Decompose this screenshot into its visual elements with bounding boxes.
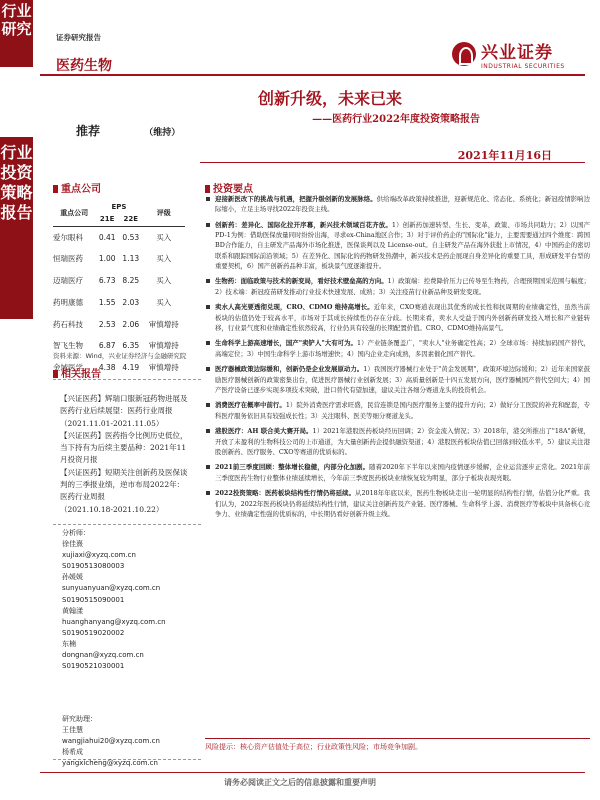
company-row bbox=[53, 248, 185, 270]
highlight-lead: 2021前三季度回顾：整体增长稳健，内部分化加剧。 bbox=[215, 463, 370, 472]
rating bbox=[76, 122, 220, 139]
company-cell-e22: 8.25 bbox=[122, 275, 140, 285]
highlight-point bbox=[205, 302, 590, 333]
header-divider bbox=[40, 74, 585, 76]
company-cell-e22: 1.13 bbox=[122, 254, 140, 264]
related-item: （2021.10.18-2021.10.22） bbox=[60, 504, 164, 514]
col-eps22: 22E bbox=[119, 213, 143, 226]
highlight-lead: 卖水人高光要透彻兑现，CRO、CDMO 维持高增长。 bbox=[215, 303, 374, 312]
highlight-point bbox=[205, 400, 590, 420]
company-cell-name: 药石科技 bbox=[53, 319, 83, 329]
company-cell-rating: 买入 bbox=[156, 275, 172, 285]
company-cell-name: 金域医学 bbox=[53, 363, 83, 373]
company-cell-e21: 1.00 bbox=[98, 254, 116, 264]
company-cell-rating: 审慎增持 bbox=[148, 341, 179, 351]
analyst-cert: S0190515090001 bbox=[62, 595, 125, 604]
analyst-email[interactable]: huanghanyang@xyzq.com.cn bbox=[62, 617, 166, 626]
highlight-lead: 创新药：差异化、国际化拉开序幕，新兴技术领域百花齐放。 bbox=[215, 220, 392, 229]
company-cell-rating: 审慎增持 bbox=[148, 363, 179, 373]
company-row bbox=[53, 270, 185, 292]
logo-en: INDUSTRIAL SECURITIES bbox=[481, 63, 565, 70]
highlight-body: 1）我国医疗器械行业处于"黄金发展期"，政策环境边际缓和；2）近年来国家鼓励医疗器械创新的政策密集出台，促进医疗器械行业创新发展；3）高质量创新是十四五发展方向，医疗器械国产替代空间大；4）国产医疗设备已逐步实现多项技术突破，进口替代有望加速，建议关注各细分赛道龙头的投资机会。 bbox=[215, 365, 590, 394]
highlight-lead: 港股医疗：AH 联合美大赛开局。 bbox=[215, 427, 313, 436]
highlight-body: 随着2020年下半年以来国内疫情逐步缓解，企业运营逐步正常化。2021年前三季度医药生物行业整体业绩延续增长，今年前三季度医药板块业绩恢复较为明显，部分子板块表现亮眼。 bbox=[215, 463, 590, 482]
section-companies: 重点公司 bbox=[53, 180, 101, 195]
related-item[interactable]: 【兴证医药】短期关注创新药及医保谈判的三季报业绩，逆市布局2022年：医药行业周报 bbox=[60, 467, 188, 502]
highlight-lead: 消费医疗在概率中前行。 bbox=[215, 401, 286, 410]
company-cell-e22: 2.03 bbox=[122, 297, 140, 307]
company-cell-name: 智飞生物 bbox=[53, 341, 83, 351]
logo-cn: 兴业证券 bbox=[481, 43, 553, 63]
highlight-body: 1）政策端：控费降价压力已传导至生物药，合理预期国采范围与幅度；2）技术端：新冠疫苗研发推动行业技术快速发展、成熟；3）关注疫苗行业新品种及研发变现。 bbox=[215, 277, 590, 296]
company-cell-name: 爱尔眼科 bbox=[53, 232, 83, 242]
company-cell-e21: 6.87 bbox=[98, 341, 116, 351]
researcher-role: 研究助理： bbox=[62, 715, 97, 723]
highlight-body: 1）产业链条覆盖广，"卖水人"业务确定性高；2）全球市场：持续加码国产替代，高端定位；3）中国生命科学上游市场增速快；4）国内企业走向成熟，多因素催化国产替代。 bbox=[215, 339, 590, 358]
highlight-point bbox=[205, 220, 590, 271]
researcher-email[interactable]: wangjiahui20@xyzq.com.cn bbox=[62, 737, 160, 746]
researcher-email[interactable]: yangxicheng@xyzq.com.cn bbox=[62, 759, 158, 768]
company-cell-e21: 2.53 bbox=[98, 319, 116, 329]
section-highlights: 投资要点 bbox=[205, 180, 253, 195]
highlight-body: 1）创新药加速转型、生长、变革，政策、市场共同助力；2）以国产PD-1为例：借助医保放量同时纷纷出海，寻求ex-China地区合作；3）对于评价药企的"国际化"能力，主要需要通过四个维度：跨国BD合作能力，自主研发产品海外市场化推进，医保谈判以及 License-out。自主研发产品在海外获批上市情况，4）中国药企的密切联系和跟踪国际前沿领域；5）在差异化、国际化的药物研发热潮中，新兴技术是药企展现自身差异化的重要工具，形成研发平台型的重要契机，6）国产创新药品种丰富，板块景气度逐渐提升。 bbox=[215, 220, 591, 270]
report-type: 证券研究报告 bbox=[56, 33, 101, 42]
highlight-point bbox=[205, 276, 590, 296]
researcher-list bbox=[62, 714, 192, 769]
highlight-point bbox=[205, 426, 590, 457]
band-top-text: 行业研究 bbox=[1, 2, 32, 38]
company-cell-rating: 买入 bbox=[156, 232, 172, 242]
analyst-email[interactable]: xujiaxi@xyzq.com.cn bbox=[62, 551, 136, 560]
highlight-lead: 生命科学上游高速增长，国产"卖铲人"大有可为。 bbox=[215, 339, 357, 348]
company-cell-name: 迈瑞医疗 bbox=[53, 275, 83, 285]
sector-title: 医药生物 bbox=[56, 58, 112, 74]
analyst-email[interactable]: sunyuanyuan@xyzq.com.cn bbox=[62, 584, 161, 593]
highlight-body: 从2018年年底以来，医药生物板块走出一轮明显的结构性行情，估值分化严重。我们认为，2022年医药板块仍将延续结构性行情，建议关注创新药及产业链、医疗器械、生命科学上游、消费医疗等板块中具备核心竞争力、业绩确定性强的优质标的，中长期仍看好创新升级主线。 bbox=[215, 489, 590, 518]
highlight-body: 近年来，CXO赛道表现出其优秀的成长性和抗周期的业绩确定性，虽然当前板块的估值仍处于较高水平，市场对于其成长持续性仍存在分歧。长期来看，卖水人受益于国内外创新药研发投入增长和产业链转移，行业景气度和业绩确定性依然较高，行业仍具有较强的长期配置价值。CRO、CDMO维持高景气。 bbox=[215, 303, 590, 332]
company-cell-e21: 4.38 bbox=[98, 363, 116, 373]
vertical-band-top bbox=[0, 0, 33, 67]
analyst-cert: S0190513080003 bbox=[62, 562, 125, 571]
company-cell-name: 恒瑞医药 bbox=[53, 254, 83, 264]
analyst-name: 东楠 bbox=[62, 639, 76, 648]
company-cell-e22: 0.53 bbox=[122, 232, 140, 242]
related-list bbox=[60, 393, 190, 516]
related-item[interactable]: 【兴证医药】医药指令比例历史低位，当下持有为后续主要品种：2021年11月投资月报 bbox=[60, 430, 188, 465]
band-mid-text: 行业投资策略报告 bbox=[0, 143, 33, 222]
highlight-lead: 生物药：面临政策与技术的新变局，看好技术壁垒高的方向。 bbox=[215, 277, 388, 286]
company-cell-e22: 4.19 bbox=[122, 363, 140, 373]
company-cell-rating: 买入 bbox=[156, 297, 172, 307]
report-title: 创新升级，未来已来 bbox=[257, 89, 402, 108]
logo-icon bbox=[452, 42, 476, 66]
rating-label: 推荐 bbox=[76, 124, 101, 138]
company-row bbox=[53, 313, 185, 335]
highlight-body: 1）院外消费医疗需求旺盛，民营连锁是国内医疗服务主要的提升方向；2）做好分工医院的补充和配套，专科医疗服务依旧具有较强成长性；3）关注眼科、医美等细分赛道龙头。 bbox=[215, 401, 591, 420]
highlight-point bbox=[205, 364, 590, 395]
report-date: 2021年11月16日 bbox=[457, 149, 552, 162]
company-cell-e21: 6.73 bbox=[98, 275, 116, 285]
footer-divider bbox=[40, 772, 585, 773]
report-subtitle: ——医药行业2022年度投资策略报告 bbox=[312, 114, 480, 125]
highlight-point bbox=[205, 338, 590, 358]
company-cell-e22: 6.35 bbox=[122, 341, 140, 351]
col-rating: 评级 bbox=[143, 200, 185, 226]
col-eps: EPS bbox=[111, 202, 127, 211]
date-divider bbox=[200, 162, 585, 163]
analyst-cert: S0190519020002 bbox=[62, 628, 125, 637]
footer-disclaimer: 请务必阅读正文之后的信息披露和重要声明 bbox=[224, 777, 376, 787]
company-cell-rating: 审慎增持 bbox=[148, 319, 179, 329]
highlight-body: 1）2021年港股医药板块经历回调；2）资金流入情况；3）2018年，港交所推出了"18A"新规，开放了未盈利的生物科技公司的上市通道，为大量创新药企提供融资渠道；4）港股医药板块估值已回落到较低水平，5）建议关注港股创新药、医疗服务、CXO等赛道的优质标的。 bbox=[215, 427, 590, 456]
company-row bbox=[53, 226, 185, 248]
company-cell-name: 药明康德 bbox=[53, 297, 83, 307]
highlight-lead: 2022投资策略：医药板块结构性行情仍将延续。 bbox=[215, 489, 356, 498]
related-divider bbox=[53, 379, 201, 380]
company-row bbox=[53, 291, 185, 313]
highlight-lead: 迎接新医改下的挑战与机遇，把握升级创新的发展脉络。 bbox=[215, 195, 377, 203]
risk-warning: 风险提示：核心资产估值处于高位；行业政策性风险；市场竞争加剧。 bbox=[205, 738, 590, 752]
highlight-point bbox=[205, 462, 590, 482]
company-cell-e22: 2.06 bbox=[122, 319, 140, 329]
analyst-name: 孙媛媛 bbox=[62, 573, 83, 582]
section-related: 相关报告 bbox=[53, 365, 101, 380]
researcher-name: 杨希成 bbox=[62, 748, 83, 757]
analyst-cert: S0190521030001 bbox=[62, 662, 125, 671]
highlight-body: 供给端改革政策持续推进，迎新规范化、常态化、系统化；新冠疫情影响边际缩小，立足主场寻找2022年投资主线。 bbox=[215, 195, 590, 214]
related-item[interactable]: 【兴证医药】辉瑞口服新冠药物进展及医药行业后续展望：医药行业周报 bbox=[60, 394, 188, 416]
related-item: （2021.11.01-2021.11.05） bbox=[60, 418, 164, 428]
rating-change: （维持） bbox=[144, 128, 181, 138]
highlight-lead: 医疗器械政策边际缓和，创新仍是企业发展原动力。 bbox=[215, 365, 364, 374]
company-logo bbox=[452, 38, 565, 70]
company-cell-e21: 1.55 bbox=[98, 297, 116, 307]
analyst-list bbox=[62, 528, 192, 672]
table-note: 资料来源：Wind，兴业证券经济与金融研究院 bbox=[53, 352, 187, 360]
researcher-name: 王佳慧 bbox=[62, 726, 83, 735]
company-cell-e21: 0.41 bbox=[98, 232, 116, 242]
analyst-email[interactable]: dongnan@xyzq.com.cn bbox=[62, 651, 144, 660]
analyst-name: 徐佳熹 bbox=[62, 540, 83, 549]
highlight-point bbox=[205, 488, 590, 519]
analyst-role: 分析师： bbox=[62, 529, 90, 537]
analyst-name: 黄翰漾 bbox=[62, 606, 83, 615]
company-cell-rating: 买入 bbox=[156, 254, 172, 264]
col-eps21: 21E bbox=[95, 213, 119, 226]
vertical-band-mid bbox=[0, 137, 33, 319]
highlights-list bbox=[205, 194, 590, 524]
col-company: 重点公司 bbox=[53, 200, 95, 226]
highlight-point bbox=[205, 194, 590, 214]
